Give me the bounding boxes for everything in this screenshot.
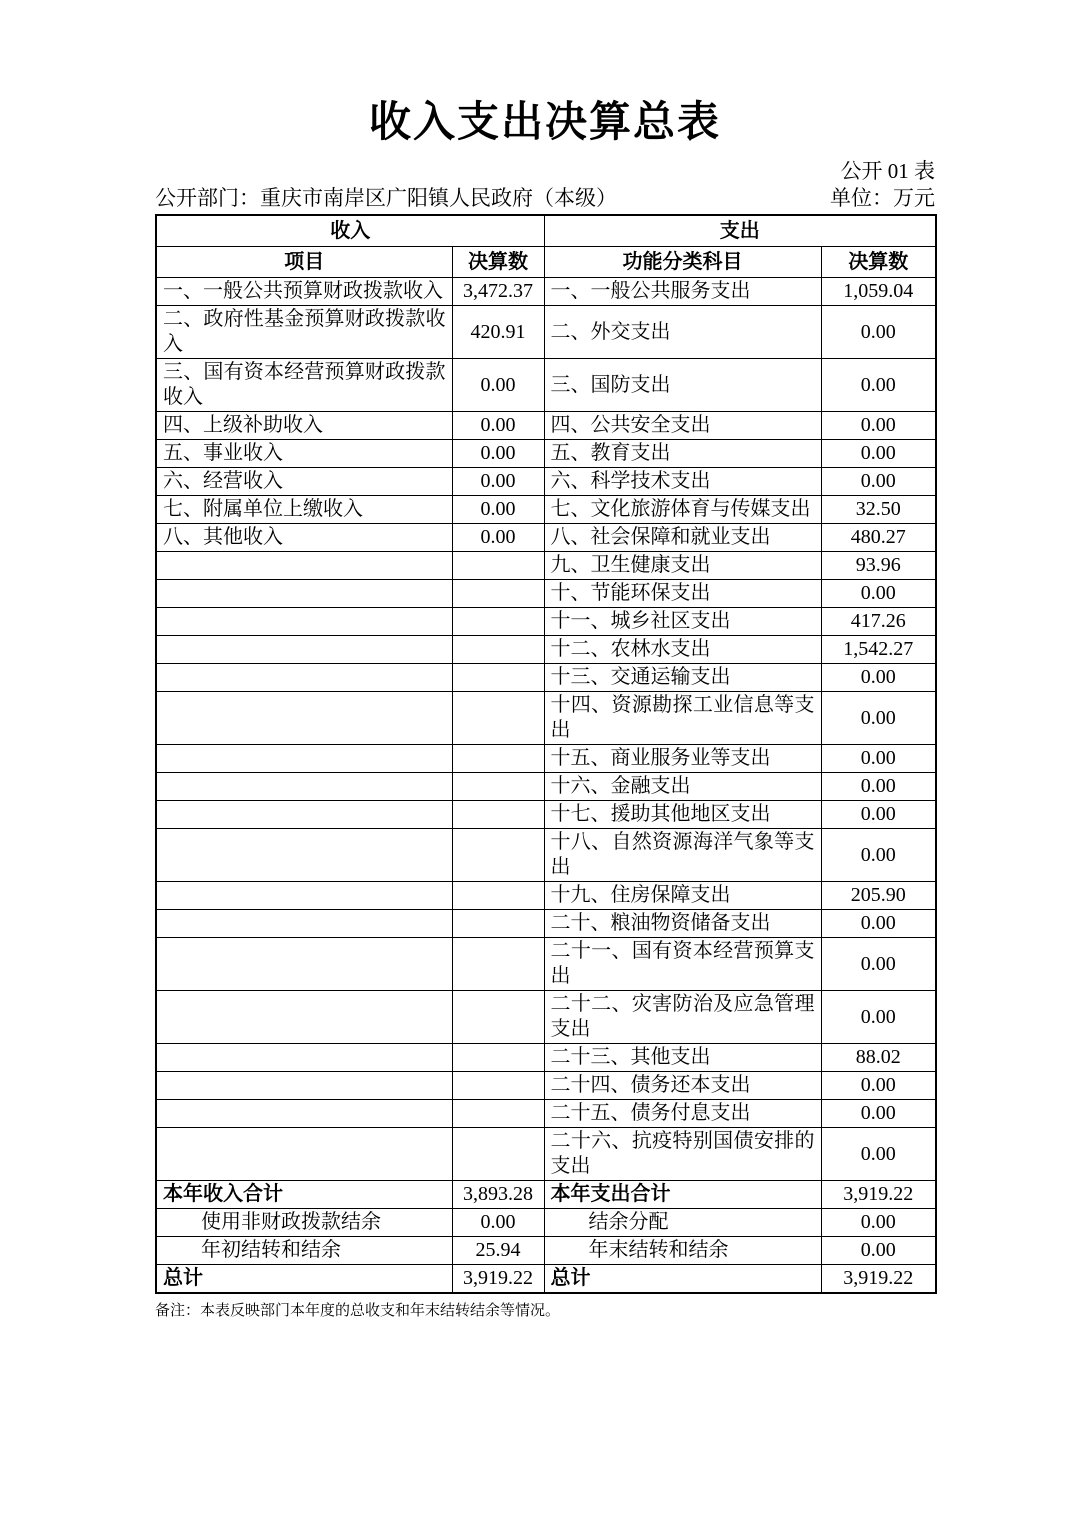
- table-row: [156, 608, 936, 636]
- income-item-cell: [156, 580, 452, 608]
- table-row: [156, 1181, 936, 1209]
- income-item-cell: [156, 745, 452, 773]
- col-header-func-subject: 功能分类科目: [544, 247, 821, 278]
- table-row: [156, 801, 936, 829]
- expense-item-cell: 八、社会保障和就业支出: [544, 524, 821, 552]
- income-amount-cell: 3,893.28: [452, 1181, 544, 1209]
- income-item-cell: 使用非财政拨款结余: [156, 1209, 452, 1237]
- income-item-cell: 年初结转和结余: [156, 1237, 452, 1265]
- income-group-header: 收入: [156, 215, 544, 247]
- expense-item-cell: 十二、农林水支出: [544, 636, 821, 664]
- income-amount-cell: 3,919.22: [452, 1265, 544, 1294]
- income-item-cell: 六、经营收入: [156, 468, 452, 496]
- income-item-cell: 一、一般公共预算财政拨款收入: [156, 278, 452, 306]
- income-amount-cell: [452, 991, 544, 1044]
- expense-item-cell: 四、公共安全支出: [544, 412, 821, 440]
- income-item-cell: [156, 552, 452, 580]
- income-item-cell: 四、上级补助收入: [156, 412, 452, 440]
- expense-amount-cell: 0.00: [821, 829, 936, 882]
- table-row: [156, 882, 936, 910]
- expense-item-cell: 十四、资源勘探工业信息等支出: [544, 692, 821, 745]
- income-item-cell: 本年收入合计: [156, 1181, 452, 1209]
- table-row: [156, 580, 936, 608]
- table-row: [156, 773, 936, 801]
- expense-item-cell: 二十五、债务付息支出: [544, 1100, 821, 1128]
- table-row: [156, 496, 936, 524]
- expense-item-cell: 十五、商业服务业等支出: [544, 745, 821, 773]
- expense-item-cell: 十九、住房保障支出: [544, 882, 821, 910]
- expense-amount-cell: 205.90: [821, 882, 936, 910]
- expense-item-cell: 二十二、灾害防治及应急管理支出: [544, 991, 821, 1044]
- expense-item-cell: 五、教育支出: [544, 440, 821, 468]
- expense-amount-cell: 0.00: [821, 664, 936, 692]
- income-amount-cell: 0.00: [452, 440, 544, 468]
- income-amount-cell: 0.00: [452, 496, 544, 524]
- expense-amount-cell: 0.00: [821, 692, 936, 745]
- income-amount-cell: 3,472.37: [452, 278, 544, 306]
- income-amount-cell: [452, 938, 544, 991]
- income-item-cell: 二、政府性基金预算财政拨款收入: [156, 306, 452, 359]
- expense-item-cell: 六、科学技术支出: [544, 468, 821, 496]
- table-row: [156, 1044, 936, 1072]
- col-header-item: 项目: [156, 247, 452, 278]
- income-item-cell: [156, 910, 452, 938]
- unit-label: 单位：万元: [830, 186, 935, 211]
- table-row: [156, 636, 936, 664]
- income-item-cell: [156, 801, 452, 829]
- expense-item-cell: 十七、援助其他地区支出: [544, 801, 821, 829]
- income-amount-cell: 0.00: [452, 412, 544, 440]
- table-row: [156, 664, 936, 692]
- expense-item-cell: 十六、金融支出: [544, 773, 821, 801]
- table-row: [156, 524, 936, 552]
- income-amount-cell: 25.94: [452, 1237, 544, 1265]
- income-item-cell: 七、附属单位上缴收入: [156, 496, 452, 524]
- income-item-cell: [156, 1100, 452, 1128]
- income-amount-cell: [452, 882, 544, 910]
- department-label: 公开部门：重庆市南岸区广阳镇人民政府（本级）: [155, 186, 617, 211]
- expense-item-cell: 二十六、抗疫特别国债安排的支出: [544, 1128, 821, 1181]
- expense-item-cell: 总计: [544, 1265, 821, 1294]
- expense-amount-cell: 3,919.22: [821, 1265, 936, 1294]
- expense-amount-cell: 480.27: [821, 524, 936, 552]
- income-amount-cell: 0.00: [452, 468, 544, 496]
- expense-item-cell: 二、外交支出: [544, 306, 821, 359]
- column-header-row: [156, 247, 936, 278]
- income-item-cell: 八、其他收入: [156, 524, 452, 552]
- expense-amount-cell: 0.00: [821, 306, 936, 359]
- income-item-cell: 五、事业收入: [156, 440, 452, 468]
- income-amount-cell: [452, 664, 544, 692]
- expense-amount-cell: 88.02: [821, 1044, 936, 1072]
- table-row: [156, 440, 936, 468]
- expense-amount-cell: 0.00: [821, 1237, 936, 1265]
- income-amount-cell: [452, 829, 544, 882]
- income-item-cell: [156, 882, 452, 910]
- income-amount-cell: [452, 745, 544, 773]
- income-amount-cell: [452, 636, 544, 664]
- income-item-cell: [156, 991, 452, 1044]
- expense-item-cell: 九、卫生健康支出: [544, 552, 821, 580]
- expense-amount-cell: 0.00: [821, 468, 936, 496]
- expense-amount-cell: 1,059.04: [821, 278, 936, 306]
- expense-item-cell: 十八、自然资源海洋气象等支出: [544, 829, 821, 882]
- expense-item-cell: 年末结转和结余: [544, 1237, 821, 1265]
- income-amount-cell: 0.00: [452, 359, 544, 412]
- income-amount-cell: 0.00: [452, 524, 544, 552]
- income-item-cell: [156, 1044, 452, 1072]
- expense-item-cell: 二十三、其他支出: [544, 1044, 821, 1072]
- table-number-label: 公开 01 表: [840, 159, 935, 184]
- income-amount-cell: [452, 773, 544, 801]
- expense-amount-cell: 1,542.27: [821, 636, 936, 664]
- budget-summary-table: [155, 214, 937, 1294]
- table-row: [156, 1265, 936, 1294]
- expense-amount-cell: 0.00: [821, 1100, 936, 1128]
- income-amount-cell: [452, 910, 544, 938]
- page-title: 收入支出决算总表: [368, 100, 721, 146]
- expense-item-cell: 十三、交通运输支出: [544, 664, 821, 692]
- income-amount-cell: [452, 1100, 544, 1128]
- expense-amount-cell: 0.00: [821, 359, 936, 412]
- table-row: [156, 306, 936, 359]
- income-item-cell: [156, 773, 452, 801]
- expense-amount-cell: 0.00: [821, 773, 936, 801]
- footnote: 备注：本表反映部门本年度的总收支和年末结转结余等情况。: [155, 1303, 561, 1320]
- expense-item-cell: 二十四、债务还本支出: [544, 1072, 821, 1100]
- table-row: [156, 278, 936, 306]
- col-header-income-amount: 决算数: [452, 247, 544, 278]
- expense-amount-cell: 417.26: [821, 608, 936, 636]
- col-header-expense-amount: 决算数: [821, 247, 936, 278]
- table-row: [156, 1100, 936, 1128]
- expense-item-cell: 结余分配: [544, 1209, 821, 1237]
- expense-amount-cell: 0.00: [821, 991, 936, 1044]
- expense-item-cell: 本年支出合计: [544, 1181, 821, 1209]
- table-row: [156, 468, 936, 496]
- table-row: [156, 1128, 936, 1181]
- income-amount-cell: [452, 608, 544, 636]
- expense-item-cell: 二十一、国有资本经营预算支出: [544, 938, 821, 991]
- group-header-row: [156, 215, 936, 247]
- table-row: [156, 1072, 936, 1100]
- table-row: [156, 692, 936, 745]
- expense-amount-cell: 0.00: [821, 938, 936, 991]
- income-item-cell: [156, 664, 452, 692]
- expense-amount-cell: 0.00: [821, 412, 936, 440]
- table-row: [156, 991, 936, 1044]
- income-amount-cell: [452, 1044, 544, 1072]
- document-page: [155, 0, 935, 1321]
- table-row: [156, 938, 936, 991]
- table-row: [156, 829, 936, 882]
- expense-item-cell: 十一、城乡社区支出: [544, 608, 821, 636]
- expense-item-cell: 七、文化旅游体育与传媒支出: [544, 496, 821, 524]
- expense-amount-cell: 93.96: [821, 552, 936, 580]
- table-row: [156, 910, 936, 938]
- income-item-cell: [156, 1128, 452, 1181]
- income-item-cell: [156, 1072, 452, 1100]
- income-amount-cell: [452, 552, 544, 580]
- expense-item-cell: 一、一般公共服务支出: [544, 278, 821, 306]
- expense-amount-cell: 32.50: [821, 496, 936, 524]
- income-item-cell: [156, 829, 452, 882]
- income-amount-cell: [452, 1128, 544, 1181]
- income-amount-cell: [452, 692, 544, 745]
- table-row: [156, 412, 936, 440]
- income-item-cell: 三、国有资本经营预算财政拨款收入: [156, 359, 452, 412]
- expense-item-cell: 三、国防支出: [544, 359, 821, 412]
- income-amount-cell: 420.91: [452, 306, 544, 359]
- income-item-cell: [156, 636, 452, 664]
- expense-amount-cell: 0.00: [821, 1072, 936, 1100]
- table-row: [156, 1237, 936, 1265]
- expense-amount-cell: 0.00: [821, 1128, 936, 1181]
- meta-row: [155, 185, 935, 212]
- expense-amount-cell: 0.00: [821, 440, 936, 468]
- expense-amount-cell: 0.00: [821, 580, 936, 608]
- income-item-cell: 总计: [156, 1265, 452, 1294]
- expense-amount-cell: 0.00: [821, 910, 936, 938]
- expense-amount-cell: 0.00: [821, 1209, 936, 1237]
- table-row: [156, 745, 936, 773]
- table-row: [156, 359, 936, 412]
- expense-amount-cell: 3,919.22: [821, 1181, 936, 1209]
- income-item-cell: [156, 692, 452, 745]
- expense-item-cell: 二十、粮油物资储备支出: [544, 910, 821, 938]
- income-amount-cell: [452, 1072, 544, 1100]
- expense-item-cell: 十、节能环保支出: [544, 580, 821, 608]
- table-row: [156, 552, 936, 580]
- income-amount-cell: [452, 801, 544, 829]
- expense-group-header: 支出: [544, 215, 936, 247]
- income-item-cell: [156, 938, 452, 991]
- expense-amount-cell: 0.00: [821, 801, 936, 829]
- income-amount-cell: [452, 580, 544, 608]
- income-amount-cell: 0.00: [452, 1209, 544, 1237]
- expense-amount-cell: 0.00: [821, 745, 936, 773]
- income-item-cell: [156, 608, 452, 636]
- table-row: [156, 1209, 936, 1237]
